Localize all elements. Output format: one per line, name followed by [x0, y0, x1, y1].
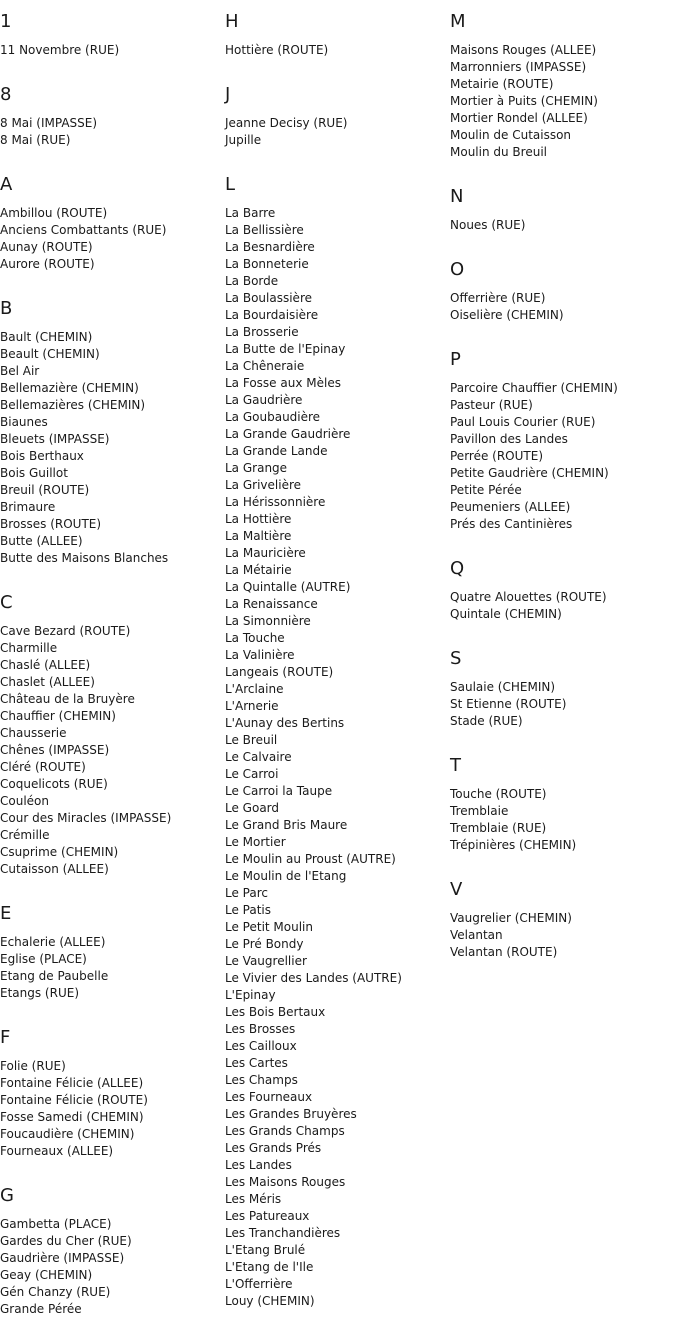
street-name: La Butte de l'Epinay [225, 342, 346, 356]
street-name: Les Grandes Bruyères [225, 1107, 357, 1121]
street-index-column-2 [225, 0, 445, 1310]
street-name: Folie (RUE) [0, 1059, 66, 1073]
street-name: Bois Berthaux [0, 449, 84, 463]
letter-heading: 1 [0, 11, 12, 32]
street-name: Le Breuil [225, 733, 278, 747]
street-name: Le Vaugrellier [225, 954, 307, 968]
street-name: Etang de Paubelle [0, 969, 109, 983]
street-name: La Gaudrière [225, 393, 303, 407]
street-name: La Simonnière [225, 614, 311, 628]
letter-heading: B [0, 298, 13, 319]
street-name: Oiselière (CHEMIN) [450, 308, 564, 322]
street-name: Jeanne Decisy (RUE) [225, 116, 348, 130]
street-name: La Grange [225, 461, 288, 475]
street-name: Echalerie (ALLEE) [0, 935, 106, 949]
letter-heading: V [450, 879, 463, 900]
street-list [0, 205, 220, 273]
street-name: 8 Mai (RUE) [0, 133, 71, 147]
street-list [0, 329, 220, 567]
street-name: La Renaissance [225, 597, 318, 611]
letter-heading: P [450, 349, 461, 370]
street-name: La Goubaudière [225, 410, 321, 424]
street-name: Fosse Samedi (CHEMIN) [0, 1110, 144, 1124]
street-name: La Mauricière [225, 546, 306, 560]
street-index-column-3 [450, 0, 675, 961]
street-name: La Fosse aux Mèles [225, 376, 341, 390]
street-name: Mortier Rondel (ALLEE) [450, 111, 588, 125]
street-name: Charmille [0, 641, 58, 655]
street-name: La Chêneraie [225, 359, 305, 373]
street-name: Mortier à Puits (CHEMIN) [450, 94, 598, 108]
street-name: Tremblaie [450, 804, 509, 818]
street-name: La Maltière [225, 529, 292, 543]
street-name: Prés des Cantinières [450, 517, 573, 531]
street-name: Brosses (ROUTE) [0, 517, 102, 531]
street-name: La Quintalle (AUTRE) [225, 580, 351, 594]
letter-heading: H [225, 11, 239, 32]
street-name: Velantan [450, 928, 503, 942]
street-name: Les Champs [225, 1073, 298, 1087]
street-name: L'Etang de l'Ile [225, 1260, 314, 1274]
street-name: Langeais (ROUTE) [225, 665, 334, 679]
letter-heading: C [0, 592, 13, 613]
street-name: L'Epinay [225, 988, 276, 1002]
letter-heading: S [450, 648, 462, 669]
street-name: La Brosserie [225, 325, 299, 339]
street-name: La Grande Gaudrière [225, 427, 351, 441]
street-name: Les Grands Champs [225, 1124, 345, 1138]
street-name: La Métairie [225, 563, 292, 577]
street-name: Offerrière (RUE) [450, 291, 546, 305]
street-name: Gaudrière (IMPASSE) [0, 1251, 125, 1265]
street-name: Les Brosses [225, 1022, 296, 1036]
street-name: Csuprime (CHEMIN) [0, 845, 119, 859]
street-name: Le Carroi [225, 767, 279, 781]
street-name: Saulaie (CHEMIN) [450, 680, 556, 694]
street-list [450, 290, 675, 324]
street-name: Le Petit Moulin [225, 920, 313, 934]
street-list [225, 205, 445, 1310]
street-name: Le Grand Bris Maure [225, 818, 348, 832]
street-name: Louy (CHEMIN) [225, 1294, 315, 1308]
letter-heading: A [0, 174, 13, 195]
street-name: Le Vivier des Landes (AUTRE) [225, 971, 402, 985]
letter-section [0, 1028, 220, 1160]
street-name: Chaslet (ALLEE) [0, 675, 95, 689]
street-name: Fontaine Félicie (ALLEE) [0, 1076, 144, 1090]
street-name: Gén Chanzy (RUE) [0, 1285, 111, 1299]
street-name: Jupille [225, 133, 262, 147]
letter-section [0, 12, 220, 59]
street-name: La Grivelière [225, 478, 302, 492]
street-name: La Besnardière [225, 240, 315, 254]
street-name: St Etienne (ROUTE) [450, 697, 567, 711]
street-name: Les Maisons Rouges [225, 1175, 346, 1189]
street-name: Pasteur (RUE) [450, 398, 533, 412]
street-name: Les Fourneaux [225, 1090, 313, 1104]
street-list [450, 589, 675, 623]
letter-section [450, 880, 675, 961]
street-list [0, 42, 220, 59]
street-name: L'Offerrière [225, 1277, 293, 1291]
letter-section [225, 12, 445, 59]
street-name: Les Patureaux [225, 1209, 310, 1223]
letter-section [0, 1186, 220, 1318]
letter-heading: M [450, 11, 466, 32]
street-list [0, 115, 220, 149]
letter-heading: G [0, 1185, 14, 1206]
street-name: 11 Novembre (RUE) [0, 43, 120, 57]
street-name: Les Cartes [225, 1056, 288, 1070]
street-name: Aurore (ROUTE) [0, 257, 95, 271]
street-name: Anciens Combattants (RUE) [0, 223, 167, 237]
street-name: Hottière (ROUTE) [225, 43, 329, 57]
letter-heading: N [450, 186, 464, 207]
street-name: Bault (CHEMIN) [0, 330, 93, 344]
letter-section [450, 260, 675, 324]
street-name: Trépinières (CHEMIN) [450, 838, 577, 852]
letter-section [0, 85, 220, 149]
street-name: Le Pré Bondy [225, 937, 304, 951]
street-name: Touche (ROUTE) [450, 787, 547, 801]
letter-section [0, 299, 220, 567]
street-name: La Valinière [225, 648, 295, 662]
street-name: L'Aunay des Bertins [225, 716, 345, 730]
letter-section [450, 350, 675, 533]
street-list [450, 786, 675, 854]
letter-heading: Q [450, 558, 465, 579]
street-name: Bel Air [0, 364, 40, 378]
street-name: Le Goard [225, 801, 280, 815]
letter-heading: O [450, 259, 465, 280]
letter-heading: J [225, 84, 231, 105]
street-name: Moulin du Breuil [450, 145, 547, 159]
street-list [0, 934, 220, 1002]
letter-section [225, 175, 445, 1310]
letter-heading: L [225, 174, 236, 195]
street-name: La Bonneterie [225, 257, 309, 271]
street-name: Cave Bezard (ROUTE) [0, 624, 131, 638]
street-name: Le Moulin de l'Etang [225, 869, 347, 883]
letter-heading: E [0, 903, 12, 924]
street-name: Petite Gaudrière (CHEMIN) [450, 466, 609, 480]
street-list [450, 380, 675, 533]
street-name: Grande Pérée [0, 1302, 82, 1316]
letter-heading: T [450, 755, 461, 776]
letter-section [450, 559, 675, 623]
letter-section [225, 85, 445, 149]
letter-section [450, 649, 675, 730]
letter-section [0, 593, 220, 878]
street-name: Le Carroi la Taupe [225, 784, 333, 798]
street-name: La Barre [225, 206, 276, 220]
street-list [0, 1058, 220, 1160]
street-name: Marronniers (IMPASSE) [450, 60, 587, 74]
street-name: La Bellissière [225, 223, 304, 237]
street-name: Crémille [0, 828, 50, 842]
letter-heading: 8 [0, 84, 12, 105]
street-name: Les Cailloux [225, 1039, 297, 1053]
street-name: Les Bois Bertaux [225, 1005, 326, 1019]
street-list [225, 42, 445, 59]
street-name: Cutaisson (ALLEE) [0, 862, 109, 876]
street-name: Les Grands Prés [225, 1141, 322, 1155]
street-name: Eglise (PLACE) [0, 952, 87, 966]
street-list [450, 42, 675, 161]
street-name: Butte des Maisons Blanches [0, 551, 169, 565]
street-name: Breuil (ROUTE) [0, 483, 90, 497]
street-name: Chausserie [0, 726, 67, 740]
street-name: Petite Pérée [450, 483, 522, 497]
street-name: Foucaudière (CHEMIN) [0, 1127, 135, 1141]
street-name: Brimaure [0, 500, 56, 514]
street-name: Beault (CHEMIN) [0, 347, 100, 361]
letter-section [0, 175, 220, 273]
letter-section [0, 904, 220, 1002]
street-name: Peumeniers (ALLEE) [450, 500, 571, 514]
street-name: Cour des Miracles (IMPASSE) [0, 811, 172, 825]
street-name: Etangs (RUE) [0, 986, 79, 1000]
street-name: Bleuets (IMPASSE) [0, 432, 110, 446]
street-name: La Grande Lande [225, 444, 328, 458]
street-name: Aunay (ROUTE) [0, 240, 93, 254]
street-name: Chauffier (CHEMIN) [0, 709, 116, 723]
street-name: Velantan (ROUTE) [450, 945, 558, 959]
street-name: Quatre Alouettes (ROUTE) [450, 590, 607, 604]
street-name: La Boulassière [225, 291, 312, 305]
street-name: Les Méris [225, 1192, 282, 1206]
street-name: Perrée (ROUTE) [450, 449, 544, 463]
street-name: La Bourdaisière [225, 308, 319, 322]
street-name: 8 Mai (IMPASSE) [0, 116, 98, 130]
street-name: Noues (RUE) [450, 218, 526, 232]
street-name: Chaslé (ALLEE) [0, 658, 91, 672]
street-name: Butte (ALLEE) [0, 534, 83, 548]
street-name: Le Calvaire [225, 750, 292, 764]
street-list [0, 623, 220, 878]
street-list [450, 679, 675, 730]
street-name: L'Arnerie [225, 699, 279, 713]
street-name: Bellemazières (CHEMIN) [0, 398, 146, 412]
street-name: Gambetta (PLACE) [0, 1217, 112, 1231]
street-name: Paul Louis Courier (RUE) [450, 415, 596, 429]
street-name: Bellemazière (CHEMIN) [0, 381, 139, 395]
street-name: Maisons Rouges (ALLEE) [450, 43, 597, 57]
street-name: Le Parc [225, 886, 268, 900]
street-name: Les Landes [225, 1158, 292, 1172]
street-name: Bois Guillot [0, 466, 68, 480]
street-list [225, 115, 445, 149]
street-name: Château de la Bruyère [0, 692, 135, 706]
street-name: Tremblaie (RUE) [450, 821, 547, 835]
street-list [450, 217, 675, 234]
street-name: La Borde [225, 274, 279, 288]
street-list [0, 1216, 220, 1318]
street-name: Fontaine Félicie (ROUTE) [0, 1093, 148, 1107]
street-name: La Hottière [225, 512, 292, 526]
street-name: Le Mortier [225, 835, 286, 849]
street-name: La Hérissonnière [225, 495, 326, 509]
street-name: Couléon [0, 794, 49, 808]
street-name: Le Moulin au Proust (AUTRE) [225, 852, 396, 866]
street-index-column-1 [0, 0, 220, 1318]
street-name: Cléré (ROUTE) [0, 760, 86, 774]
street-name: L'Arclaine [225, 682, 284, 696]
street-name: Les Tranchandières [225, 1226, 341, 1240]
street-name: Ambillou (ROUTE) [0, 206, 108, 220]
street-name: La Touche [225, 631, 285, 645]
street-name: Vaugrelier (CHEMIN) [450, 911, 572, 925]
street-name: Chênes (IMPASSE) [0, 743, 110, 757]
street-name: Pavillon des Landes [450, 432, 568, 446]
street-name: Quintale (CHEMIN) [450, 607, 562, 621]
street-name: Stade (RUE) [450, 714, 523, 728]
street-name: Coquelicots (RUE) [0, 777, 108, 791]
street-name: Metairie (ROUTE) [450, 77, 554, 91]
street-name: Gardes du Cher (RUE) [0, 1234, 132, 1248]
letter-section [450, 756, 675, 854]
street-name: Fourneaux (ALLEE) [0, 1144, 114, 1158]
letter-heading: F [0, 1027, 11, 1048]
street-name: Geay (CHEMIN) [0, 1268, 93, 1282]
street-name: Biaunes [0, 415, 48, 429]
street-name: Parcoire Chauffier (CHEMIN) [450, 381, 618, 395]
street-name: Le Patis [225, 903, 272, 917]
street-list [450, 910, 675, 961]
street-name: Moulin de Cutaisson [450, 128, 572, 142]
street-name: L'Etang Brulé [225, 1243, 306, 1257]
letter-section [450, 12, 675, 161]
letter-section [450, 187, 675, 234]
